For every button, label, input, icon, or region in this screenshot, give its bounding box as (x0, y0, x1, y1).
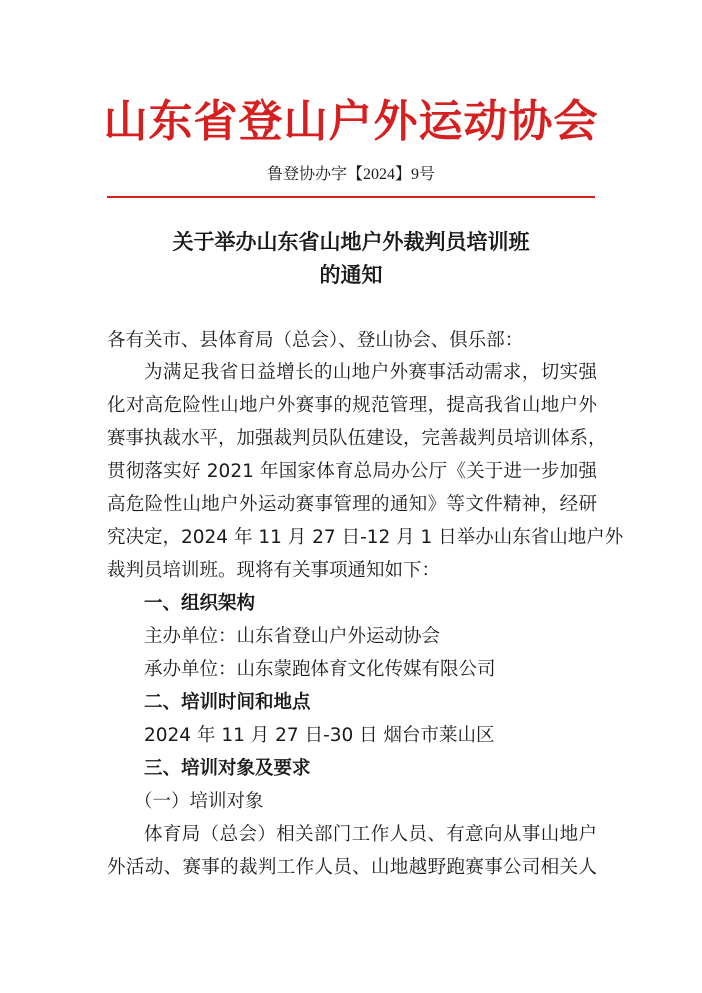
intro-paragraph-line: 赛事执裁水平，加强裁判员队伍建设，完善裁判员培训体系， (107, 428, 607, 449)
intro-paragraph-line: 为满足我省日益增长的山地户外赛事活动需求，切实强 (144, 362, 597, 383)
section-heading-target-requirements: 三、培训对象及要求 (144, 758, 311, 779)
section-heading-organization: 一、组织架构 (144, 593, 256, 614)
organizer-unit: 承办单位：山东蒙跑体育文化传媒有限公司 (144, 659, 496, 680)
section-heading-time-place: 二、培训时间和地点 (144, 692, 311, 713)
target-paragraph-line: 外活动、赛事的裁判工作人员、山地越野跑赛事公司相关人 (107, 857, 597, 878)
issuing-organization-header: 山东省登山户外运动协会 (103, 96, 599, 147)
subsection-heading-target: （一）培训对象 (134, 791, 264, 812)
red-divider-line (107, 196, 595, 198)
notice-title-line-2: 的通知 (319, 262, 383, 287)
target-paragraph-line: 体育局（总会）相关部门工作人员、有意向从事山地户 (144, 824, 597, 845)
intro-paragraph-line: 高危险性山地户外运动赛事管理的通知》等文件精神，经研 (107, 494, 597, 515)
intro-paragraph-line: 化对高危险性山地户外赛事的规范管理，提高我省山地户外 (107, 395, 597, 416)
intro-paragraph-line: 裁判员培训班。现将有关事项通知如下： (107, 560, 441, 581)
salutation: 各有关市、县体育局（总会）、登山协会、俱乐部： (107, 330, 524, 351)
notice-title-line-1: 关于举办山东省山地户外裁判员培训班 (172, 229, 530, 254)
training-time-place: 2024 年 11 月 27 日-30 日 烟台市莱山区 (144, 725, 495, 746)
document-number: 鲁登协办字【2024】9号 (266, 166, 435, 183)
intro-paragraph-line: 究决定，2024 年 11 月 27 日-12 月 1 日举办山东省山地户外 (107, 527, 624, 548)
intro-paragraph-line: 贯彻落实好 2021 年国家体育总局办公厅《关于进一步加强 (107, 461, 597, 482)
host-unit: 主办单位：山东省登山户外运动协会 (144, 626, 441, 647)
